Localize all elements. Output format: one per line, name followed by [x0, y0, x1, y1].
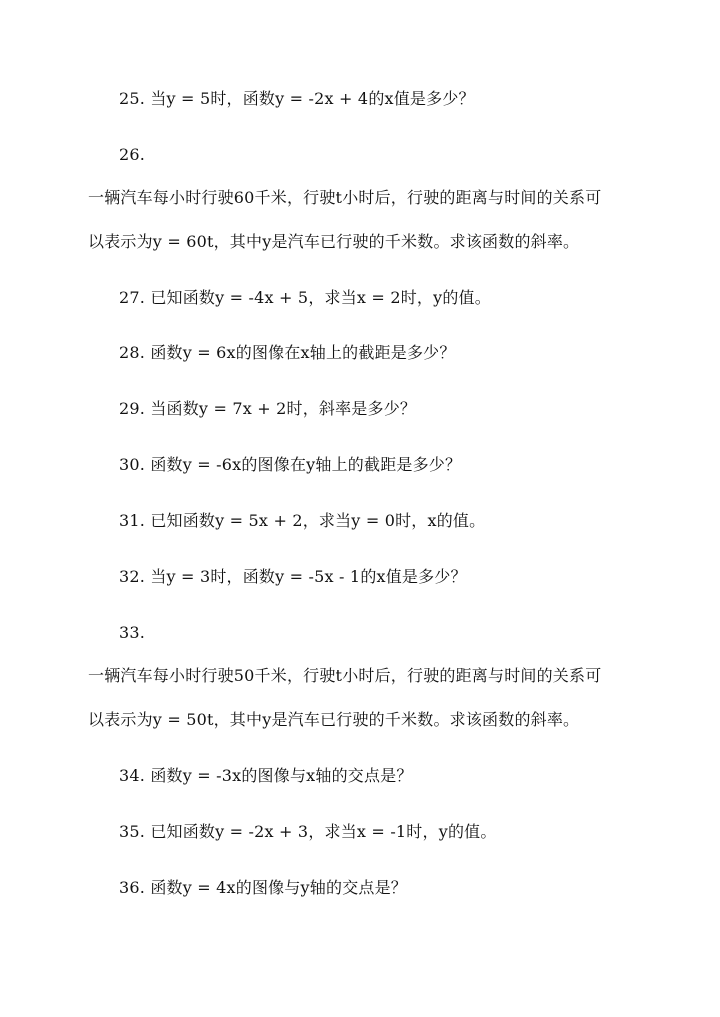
- question-28: 28. 函数y = 6x的图像在x轴上的截距是多少？: [119, 343, 456, 362]
- question-32: 32. 当y = 3时，函数y = -5x - 1的x值是多少？: [119, 567, 467, 586]
- question-35: 35. 已知函数y = -2x + 3，求当x = -1时，y的值。: [119, 822, 497, 841]
- question-33-number: 33.: [119, 623, 146, 642]
- question-26-number: 26.: [119, 145, 146, 164]
- question-31: 31. 已知函数y = 5x + 2，求当y = 0时，x的值。: [119, 511, 486, 530]
- question-26-text-line1: 一辆汽车每小时行驶60千米，行驶t小时后，行驶的距离与时间的关系可: [88, 188, 602, 207]
- question-30: 30. 函数y = -6x的图像在y轴上的截距是多少？: [119, 455, 462, 474]
- question-25: 25. 当y = 5时，函数y = -2x + 4的x值是多少？: [119, 89, 475, 108]
- question-33-text-line2: 以表示为y = 50t，其中y是汽车已行驶的千米数。求该函数的斜率。: [88, 710, 580, 729]
- question-34: 34. 函数y = -3x的图像与x轴的交点是？: [119, 766, 413, 785]
- question-33-text-line1: 一辆汽车每小时行驶50千米，行驶t小时后，行驶的距离与时间的关系可: [88, 666, 602, 685]
- question-27: 27. 已知函数y = -4x + 5，求当x = 2时，y的值。: [119, 288, 491, 307]
- question-26-text-line2: 以表示为y = 60t，其中y是汽车已行驶的千米数。求该函数的斜率。: [88, 232, 580, 251]
- question-29: 29. 当函数y = 7x + 2时，斜率是多少？: [119, 399, 417, 418]
- question-36: 36. 函数y = 4x的图像与y轴的交点是？: [119, 878, 407, 897]
